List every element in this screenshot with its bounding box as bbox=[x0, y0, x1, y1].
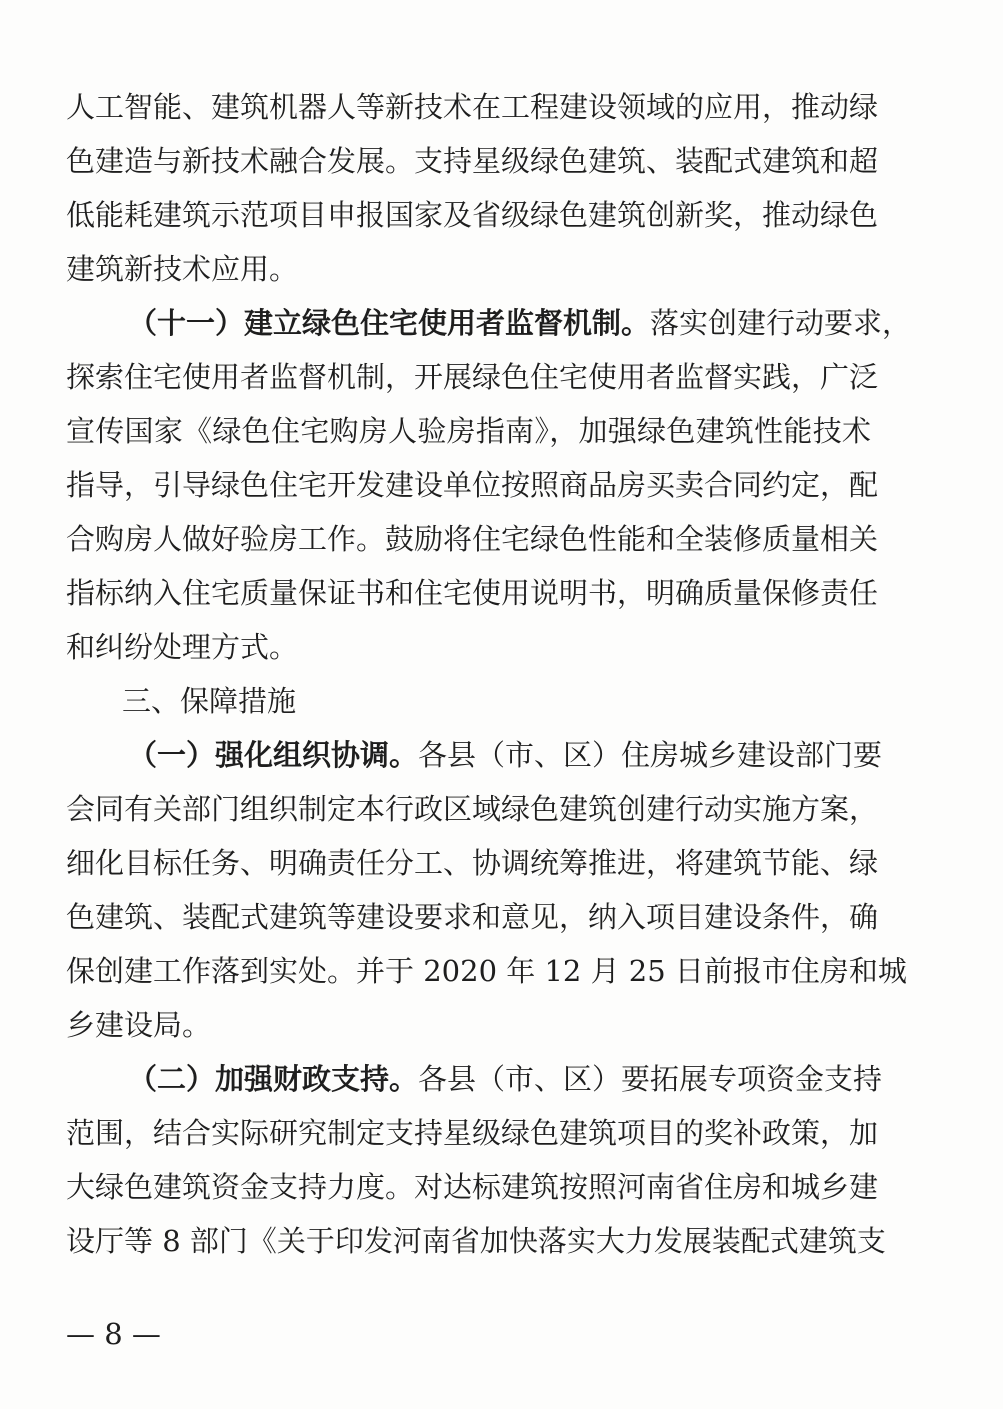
text-line: 细化目标任务、明确责任分工、协调统筹推进，将建筑节能、绿 bbox=[66, 846, 879, 880]
paragraph-text: 落实创建行动要求， bbox=[650, 306, 912, 340]
text-line: 色建造与新技术融合发展。支持星级绿色建筑、装配式建筑和超 bbox=[66, 144, 879, 178]
text-line: 范围，结合实际研究制定支持星级绿色建筑项目的奖补政策，加 bbox=[66, 1116, 879, 1150]
text-line: 探索住宅使用者监督机制，开展绿色住宅使用者监督实践，广泛 bbox=[66, 360, 879, 394]
paragraph-text: 各县（市、区）住房城乡建设部门要 bbox=[418, 738, 883, 772]
paragraph-first-line bbox=[128, 1059, 883, 1099]
text-line: 乡建设局。 bbox=[66, 1008, 212, 1042]
paragraph-first-line bbox=[128, 303, 912, 343]
paragraph-title: （十一）建立绿色住宅使用者监督机制。 bbox=[128, 306, 651, 340]
text-line: 建筑新技术应用。 bbox=[66, 252, 299, 286]
page-number: — 8 — bbox=[66, 1317, 161, 1351]
text-line: 人工智能、建筑机器人等新技术在工程建设领域的应用，推动绿 bbox=[66, 90, 879, 124]
text-line: 大绿色建筑资金支持力度。对达标建筑按照河南省住房和城乡建 bbox=[66, 1170, 879, 1204]
paragraph-text: 各县（市、区）要拓展专项资金支持 bbox=[418, 1062, 883, 1096]
section-heading: 三、保障措施 bbox=[122, 684, 297, 718]
paragraph-first-line bbox=[128, 735, 883, 775]
text-line: 会同有关部门组织制定本行政区域绿色建筑创建行动实施方案， bbox=[66, 792, 879, 826]
text-line: 宣传国家《绿色住宅购房人验房指南》，加强绿色建筑性能技术 bbox=[66, 414, 871, 448]
text-line: 指导，引导绿色住宅开发建设单位按照商品房买卖合同约定，配 bbox=[66, 468, 879, 502]
paragraph-title: （一）强化组织协调。 bbox=[128, 738, 419, 772]
text-line: 色建筑、装配式建筑等建设要求和意见，纳入项目建设条件，确 bbox=[66, 900, 879, 934]
text-line: 指标纳入住宅质量保证书和住宅使用说明书，明确质量保修责任 bbox=[66, 576, 879, 610]
text-line: 和纠纷处理方式。 bbox=[66, 630, 299, 664]
paragraph-title: （二）加强财政支持。 bbox=[128, 1062, 419, 1096]
text-line: 保创建工作落到实处。并于 2020 年 12 月 25 日前报市住房和城 bbox=[66, 954, 907, 988]
text-line: 设厅等 8 部门《关于印发河南省加快落实大力发展装配式建筑支 bbox=[66, 1224, 886, 1258]
text-line: 合购房人做好验房工作。鼓励将住宅绿色性能和全装修质量相关 bbox=[66, 522, 879, 556]
text-line: 低能耗建筑示范项目申报国家及省级绿色建筑创新奖，推动绿色 bbox=[66, 198, 879, 232]
